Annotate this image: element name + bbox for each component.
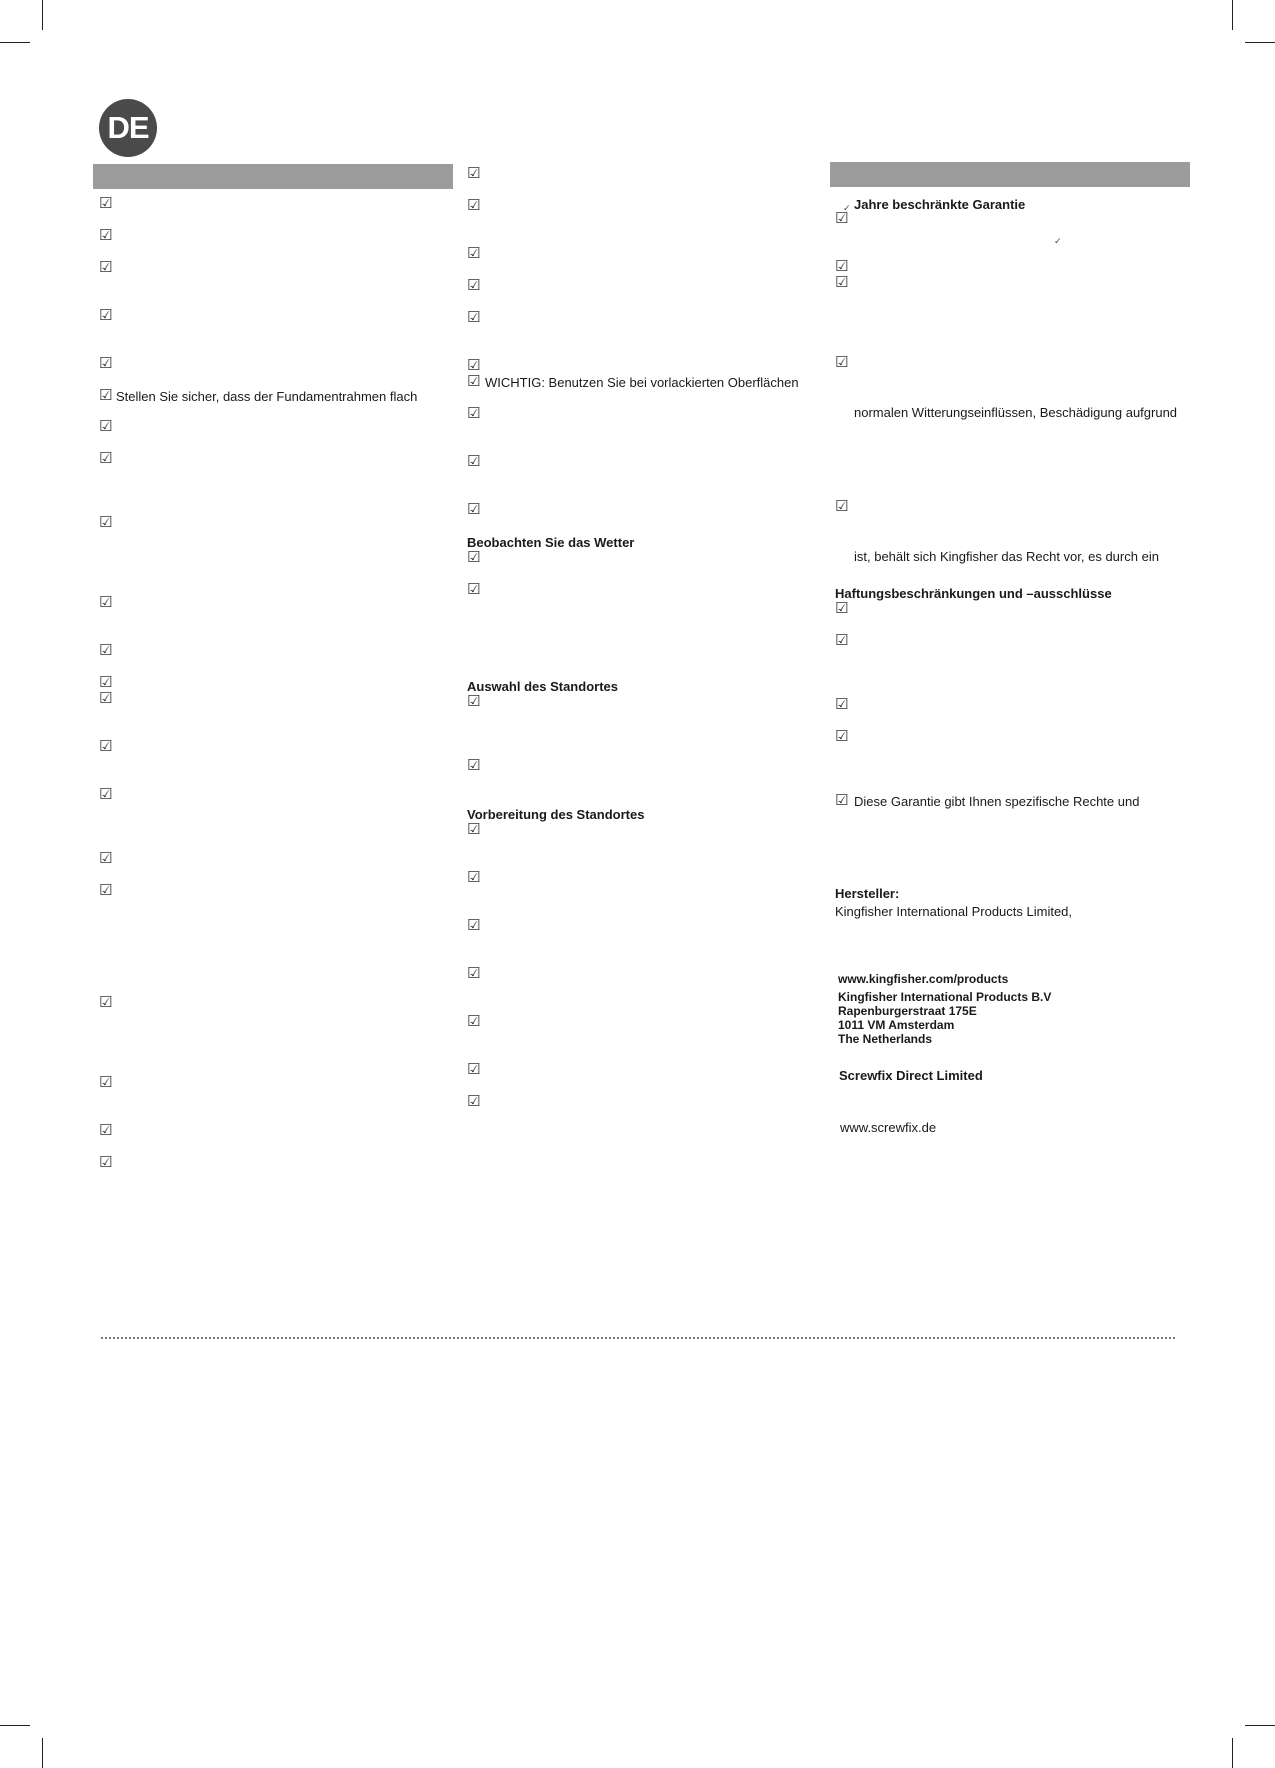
checkbox-icon: ☑ <box>99 194 113 212</box>
checkbox-icon: ☑ <box>835 353 849 371</box>
checkbox-icon: ☑ <box>99 641 113 659</box>
checkbox-icon: ☑ <box>99 673 113 691</box>
checklist-item-text: Stellen Sie sicher, dass der Fundamentrahmen flach <box>116 389 418 404</box>
heading-manufacturer: Hersteller: <box>835 886 900 901</box>
checkbox-icon: ☑ <box>467 692 481 710</box>
checkbox-icon: ☑ <box>835 599 849 617</box>
column3-header-bar <box>830 162 1190 187</box>
checkbox-icon: ☑ <box>99 386 113 404</box>
crop-mark <box>1232 1738 1233 1768</box>
checkbox-icon: ☑ <box>99 1153 113 1171</box>
checkbox-icon: ☑ <box>467 452 481 470</box>
checkbox-icon: ☑ <box>835 257 849 275</box>
checkbox-icon: ☑ <box>99 849 113 867</box>
manufacturer-website: www.kingfisher.com/products <box>838 972 1009 986</box>
checkbox-icon: ☑ <box>467 1012 481 1030</box>
checkbox-icon: ☑ <box>835 727 849 745</box>
replacement-text: ist, behält sich Kingfisher das Recht vor, es durch ein <box>854 549 1159 564</box>
checkbox-icon: ☑ <box>467 548 481 566</box>
crop-mark <box>1232 0 1233 30</box>
dotted-cut-line <box>101 1337 1175 1339</box>
eu-city: 1011 VM Amsterdam <box>838 1018 955 1032</box>
checkbox-icon: ☑ <box>99 881 113 899</box>
crop-mark <box>42 1738 43 1768</box>
checkbox-icon: ☑ <box>835 273 849 291</box>
crop-mark <box>1245 1725 1275 1726</box>
checkbox-icon: ☑ <box>467 356 481 374</box>
checkbox-icon: ☑ <box>835 209 849 227</box>
checkbox-icon: ☑ <box>99 785 113 803</box>
eu-street: Rapenburgerstraat 175E <box>838 1004 977 1018</box>
checkbox-icon: ☑ <box>467 276 481 294</box>
checkbox-icon: ☑ <box>467 916 481 934</box>
checkbox-icon: ☑ <box>467 756 481 774</box>
checkbox-icon: ☑ <box>99 993 113 1011</box>
language-badge: DE <box>99 99 157 157</box>
checkbox-icon: ☑ <box>99 737 113 755</box>
checkbox-icon: ☑ <box>835 631 849 649</box>
eu-country: The Netherlands <box>838 1032 933 1046</box>
checkbox-icon: ☑ <box>835 497 849 515</box>
checkbox-icon: ☑ <box>99 593 113 611</box>
checkbox-icon: ☑ <box>835 791 849 809</box>
heading-warranty: Jahre beschränkte Garantie <box>854 197 1026 212</box>
checkbox-icon: ☑ <box>99 1121 113 1139</box>
crop-mark <box>0 1725 30 1726</box>
checkbox-icon: ☑ <box>467 820 481 838</box>
check-tick-mark: ✓ <box>1054 236 1062 246</box>
checkbox-icon: ☑ <box>835 695 849 713</box>
distributor-website: www.screwfix.de <box>840 1120 937 1135</box>
heading-site-prep: Vorbereitung des Standortes <box>467 807 645 822</box>
heading-site-choice: Auswahl des Standortes <box>467 679 618 694</box>
heading-weather: Beobachten Sie das Wetter <box>467 535 635 550</box>
checkbox-icon: ☑ <box>467 372 481 390</box>
distributor-name: Screwfix Direct Limited <box>839 1068 983 1083</box>
checkbox-icon: ☑ <box>467 964 481 982</box>
checkbox-icon: ☑ <box>467 500 481 518</box>
weather-exclusion-text: normalen Witterungseinflüssen, Beschädigung aufgrund <box>854 405 1178 420</box>
checkbox-icon: ☑ <box>467 868 481 886</box>
checkbox-icon: ☑ <box>99 513 113 531</box>
checkbox-icon: ☑ <box>99 354 113 372</box>
important-note: WICHTIG: Benutzen Sie bei vorlackierten Oberflächen <box>485 375 799 390</box>
check-tick-mark: ✓ <box>843 203 851 213</box>
checkbox-icon: ☑ <box>99 417 113 435</box>
rights-text: Diese Garantie gibt Ihnen spezifische Rechte und <box>854 794 1140 809</box>
heading-liability: Haftungsbeschränkungen und –ausschlüsse <box>835 586 1112 601</box>
checkbox-icon: ☑ <box>467 404 481 422</box>
manufacturer-name: Kingfisher International Products Limited, <box>835 904 1073 919</box>
checkbox-icon: ☑ <box>467 244 481 262</box>
checkbox-icon: ☑ <box>467 1060 481 1078</box>
eu-company-name: Kingfisher International Products B.V <box>838 990 1052 1004</box>
column1-header-bar <box>93 164 453 189</box>
checkbox-icon: ☑ <box>99 258 113 276</box>
checkbox-icon: ☑ <box>99 226 113 244</box>
checkbox-icon: ☑ <box>99 1073 113 1091</box>
crop-mark <box>0 42 30 43</box>
checkbox-icon: ☑ <box>99 449 113 467</box>
checkbox-icon: ☑ <box>99 306 113 324</box>
checkbox-icon: ☑ <box>467 164 481 182</box>
checkbox-icon: ☑ <box>99 689 113 707</box>
checkbox-icon: ☑ <box>467 580 481 598</box>
checkbox-icon: ☑ <box>467 1092 481 1110</box>
checkbox-icon: ☑ <box>467 196 481 214</box>
crop-mark <box>42 0 43 30</box>
crop-mark <box>1245 42 1275 43</box>
checkbox-icon: ☑ <box>467 308 481 326</box>
